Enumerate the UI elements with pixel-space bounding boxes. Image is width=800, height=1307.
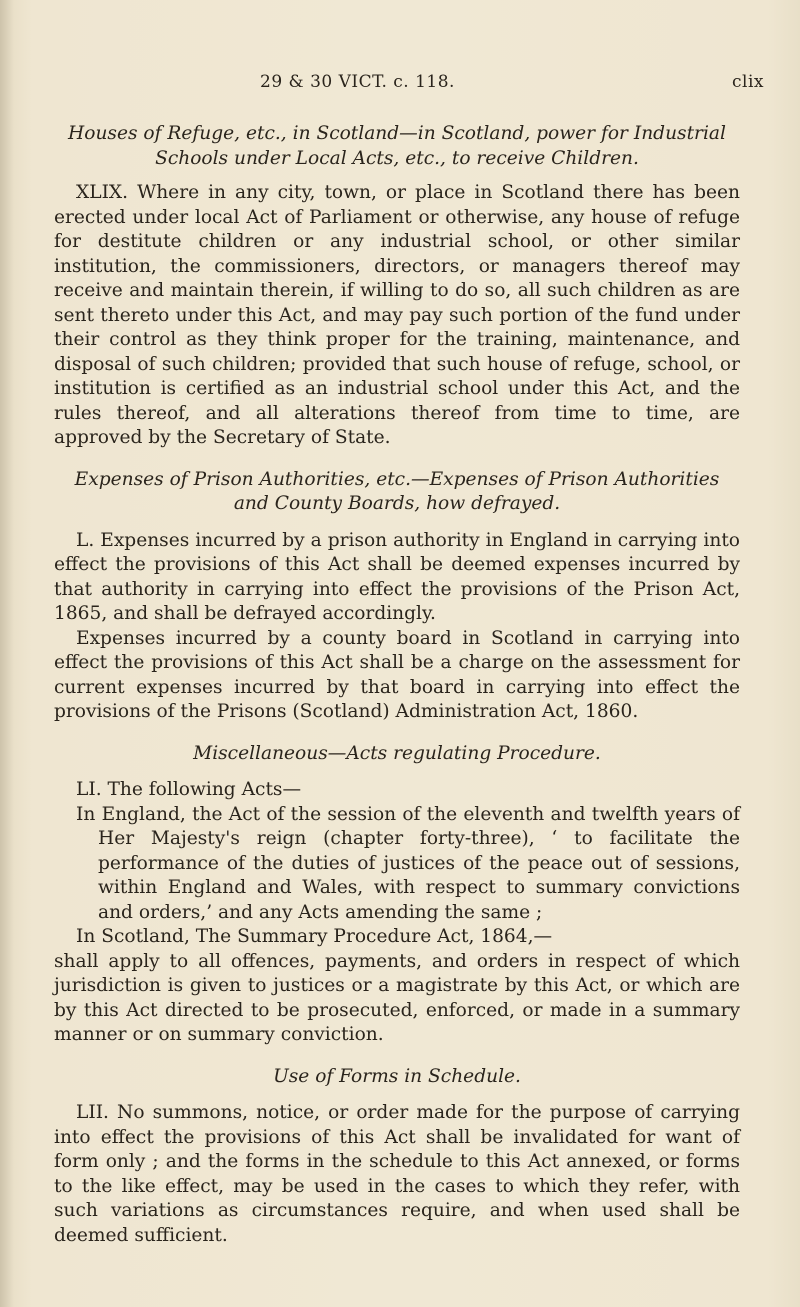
- statute-citation: 29 & 30 VICT. c. 118.: [260, 72, 455, 92]
- page-number: clix: [732, 72, 764, 92]
- running-header: [0, 72, 800, 98]
- section-51-body: shall apply to all offences, payments, and orders in respect of which jurisdiction is given to justices or a magistrate by this Act, or which are by this Act directed to be prosecuted, enforced, or made in a summary manner or on summary conviction.: [54, 950, 740, 1045]
- section-51-heading: Miscellaneous—Acts regulating Procedure.: [193, 742, 601, 764]
- page-body: [54, 122, 740, 1248]
- section-50-heading: Expenses of Prison Authorities, etc.—Expenses of Prison Authorities and County Boards, how defrayed.: [74, 468, 720, 514]
- section-50-body-1: L. Expenses incurred by a prison authority in England in carrying into effect the provisions of this Act shall be deemed expenses incurred by that authority in carrying into effect the provisions of the Prison Act, 1865, and shall be defrayed accordingly.: [54, 529, 740, 624]
- section-51-scotland: In Scotland, The Summary Procedure Act, 1864,—: [76, 926, 553, 947]
- section-51-intro: LI. The following Acts—: [76, 779, 302, 800]
- section-49-heading: Houses of Refuge, etc., in Scotland—in Scotland, power for Industrial Schools under Local Acts, etc., to receive Children.: [68, 123, 726, 169]
- binding-shadow: [0, 0, 14, 1307]
- section-49-body: XLIX. Where in any city, town, or place in Scotland there has been erected under local Act of Parliament or otherwise, any house of refuge for destitute children or any industrial school, or other similar institution, the commissioners, directors, or managers thereof may receive and maintain therein, if willing to do so, all such children as are sent thereto under this Act, and may pay such portion of the fund under their control as they think proper for the training, maintenance, and disposal of such children; provided that such house of refuge, school, or institution is certified as an industrial school under this Act, and the rules thereof, and all alterations thereof from time to time, are approved by the Secretary of State.: [54, 182, 740, 448]
- section-50-body-2: Expenses incurred by a county board in Scotland in carrying into effect the provisions of this Act shall be a charge on the assessment for current expenses incurred by that board in carrying into effect the provisions of the Prisons (Scotland) Administration Act, 1860.: [54, 627, 740, 722]
- section-51-england: In England, the Act of the session of the eleventh and twelfth years of Her Majesty's reign (chapter forty-three), ‘ to facilitate the performance of the duties of justices of the peace out of sessions, within England and Wales, with respect to summary convictions and orders,’ and any Acts amending the same ;: [76, 803, 740, 923]
- section-52-body: LII. No summons, notice, or order made for the purpose of carrying into effect the provisions of this Act shall be invalidated for want of form only ; and the forms in the schedule to this Act annexed, or forms to the like effect, may be used in the cases to which they refer, with such variations as circumstances require, and when used shall be deemed sufficient.: [54, 1102, 740, 1246]
- section-52-heading: Use of Forms in Schedule.: [273, 1065, 521, 1087]
